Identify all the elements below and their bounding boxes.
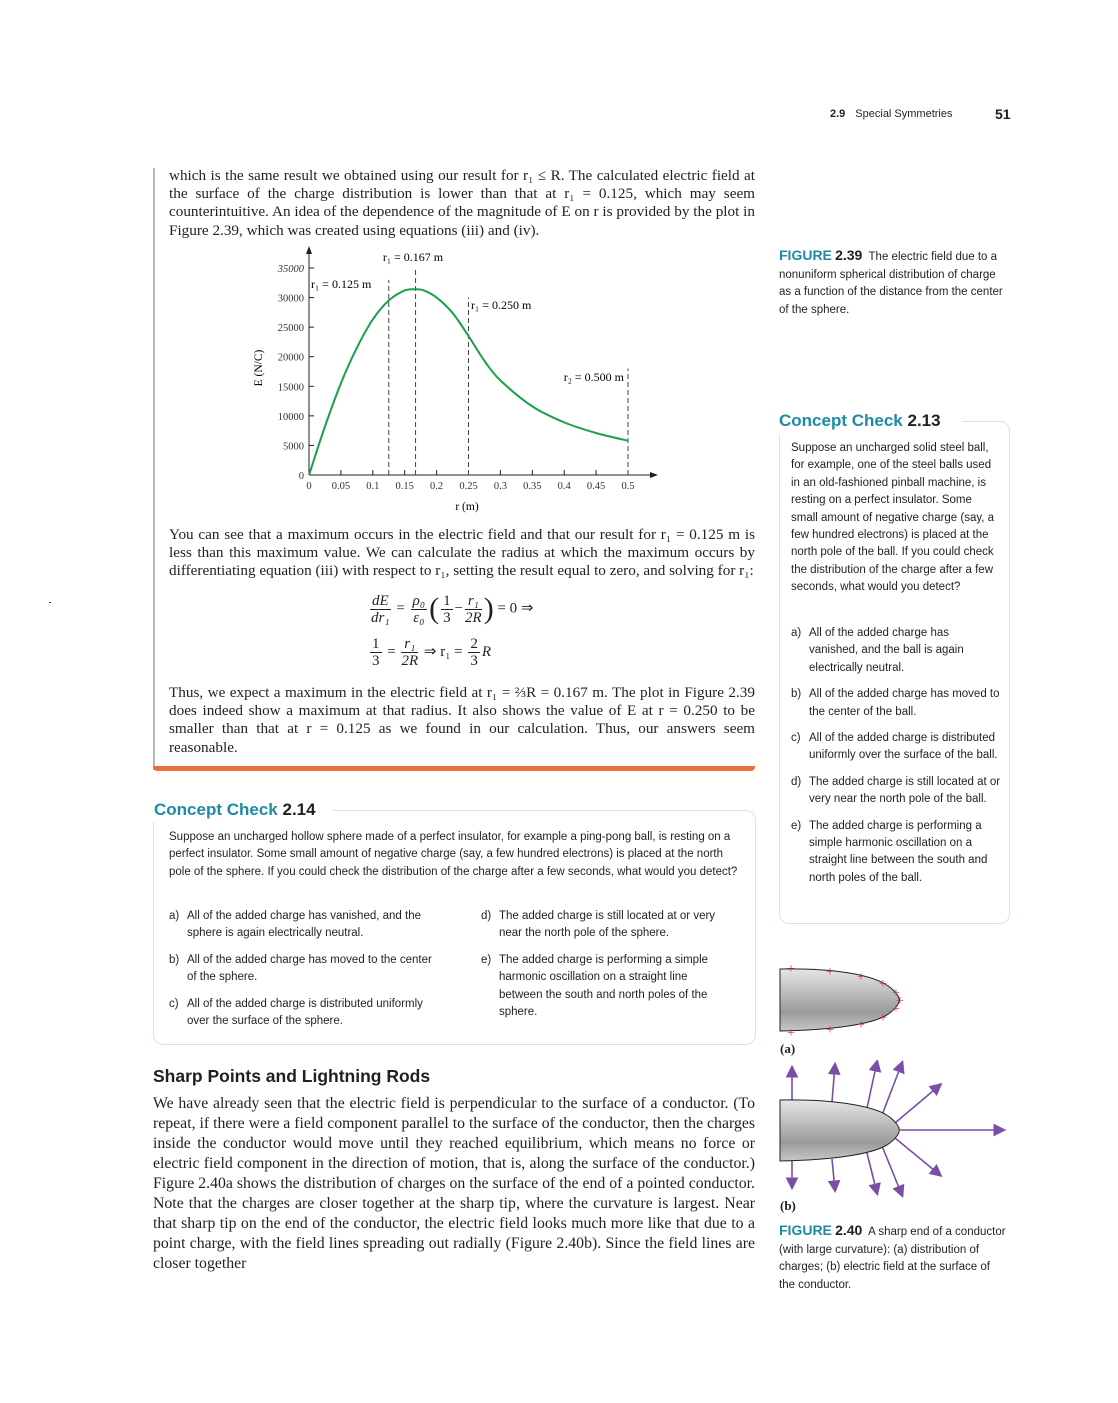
plus-charge-icon: + bbox=[787, 1026, 795, 1041]
option-b[interactable]: b) All of the added charge has moved to the center of the ball. bbox=[791, 688, 1000, 718]
field-line-arrow-icon bbox=[832, 1159, 835, 1190]
panel-b-label: (b) bbox=[780, 1198, 796, 1213]
reference-label: r₁ = 0.125 m bbox=[311, 277, 372, 291]
equation-solution: $\frac{1}{3}$ = $\frac{\text{r₁}}{2R}$ ⇒ r₁ = $\frac{2}{3}$ R bbox=[372, 636, 492, 669]
example-paragraph-1: which is the same result we obtained using our result for r₁ ≤ R. The calculated electric field at the surface of the charge distribution is lower than that at r₁ = 0.125, which may seem counterintuitive. An idea of the dependence of the magnitude of E on r is provided by the plot in Figure 2.39, which was created using equations (iii) and (iv). bbox=[169, 167, 755, 239]
fraction-one-third: $\frac{1}{3}$ bbox=[443, 592, 451, 626]
concept-check-2-13-options bbox=[791, 625, 1001, 896]
section-body: We have already seen that the electric field is perpendicular to the surface of a conductor. (To repeat, if there were a field component parallel to the surface of the conductor, then the charges inside the conductor would move until they reached equilibrium, which means no force or electric field component in the direction of motion, that is, along the surface of the conductor.) Figure 2.40a shows the distribution of charges on the surface of the end of a pointed conductor. Note that the charges are closer together at the sharp tip, where the curvature is largest. Near that sharp tip on the end of the conductor, the electric field looks much more like that due to a point charge, with the field lines spreading out radially (Figure 2.40b). Since the field lines are closer together bbox=[153, 1095, 755, 1272]
chart-annotations bbox=[311, 250, 628, 475]
concept-check-2-14-title: Concept Check 2.14 bbox=[154, 800, 316, 819]
fraction-dE-dr1: $\frac{dE}{\text{dr₁}}$ bbox=[371, 592, 390, 626]
plus-charge-icon: + bbox=[892, 986, 900, 1001]
plus-charge-icon: + bbox=[857, 1018, 865, 1033]
fraction-rho-eps: $\frac{\text{ρ₀}}{\text{ε₀}}$ bbox=[412, 592, 426, 626]
x-tick-label: 0.4 bbox=[557, 481, 571, 492]
y-tick-label: 5000 bbox=[283, 441, 304, 453]
y-tick-label: 15000 bbox=[277, 382, 304, 394]
stray-mark bbox=[49, 602, 51, 603]
option-e[interactable]: e) The added charge is performing a simple harmonic oscillation on a straight line between the south and north poles of the ball. bbox=[791, 819, 988, 884]
plus-charge-icon: + bbox=[826, 1023, 834, 1038]
concept-check-2-14-options-left bbox=[169, 908, 439, 1039]
y-tick-label: 20000 bbox=[277, 352, 304, 364]
x-axis-label: r (m) bbox=[455, 501, 479, 513]
x-axis-arrow bbox=[650, 472, 658, 478]
field-line-arrow-icon bbox=[867, 1062, 877, 1108]
concept-check-2-14-options-right bbox=[481, 908, 731, 1030]
equation-derivative: $\frac{dE}{\text{dr₁}}$ = $\frac{\text{ρ₀}}{\text{ε₀}}$ ( $\frac{1}{3}$ − $\frac{\text{r₁}}{2R}$ ) = 0 ⇒ bbox=[371, 592, 534, 626]
y-axis-label: E (N/C) bbox=[253, 349, 265, 387]
figure-2-40a-charge-distribution bbox=[775, 950, 1015, 1045]
plus-charge-icon: + bbox=[857, 970, 865, 985]
plus-charge-icon: + bbox=[879, 977, 887, 992]
x-tick-label: 0.1 bbox=[366, 481, 380, 492]
field-line-arrow-icon bbox=[882, 1146, 902, 1195]
figure-2-39-caption: FIGURE 2.39 The electric field due to a nonuniform spherical distribution of charge as a function of the distance from the center of the sphere. bbox=[779, 247, 1003, 316]
x-tick-label: 0 bbox=[306, 481, 312, 492]
y-axis-arrow bbox=[306, 246, 312, 254]
x-tick-label: 0.2 bbox=[430, 481, 444, 492]
panel-a-label: (a) bbox=[780, 1041, 796, 1056]
concept-check-2-13-question: Suppose an uncharged solid steel ball, for example, one of the steel balls used in an old-fashioned pinball machine, is resting on a perfect insulator. Some small amount of negative charge (say, a few hundred electrons) is placed at the north pole of the ball. If you could check the distribution of the charge after a few seconds, what would you detect? bbox=[791, 442, 995, 594]
concept-check-2-13-title: Concept Check 2.13 bbox=[779, 411, 941, 430]
field-line-arrow-icon bbox=[895, 1085, 940, 1123]
y-tick-label: 25000 bbox=[277, 323, 304, 335]
x-tick-label: 0.45 bbox=[586, 481, 606, 492]
reference-label: r₁ = 0.167 m bbox=[382, 250, 444, 264]
option-b[interactable]: b) All of the added charge has moved to the center of the sphere. bbox=[169, 953, 432, 984]
y-tick-label: 10000 bbox=[277, 411, 304, 423]
x-tick-label: 0.35 bbox=[523, 481, 542, 492]
example-paragraph-2: You can see that a maximum occurs in the electric field and that our result for r₁ = 0.125 m is less than this maximum value. We can calculate the radius at which the maximum occurs by differentiating equation (iii) with respect to r₁, setting the result equal to zero, and solving for r₁: bbox=[169, 526, 755, 580]
option-c[interactable]: c) All of the added charge is distributed uniformly over the surface of the ball. bbox=[791, 732, 998, 762]
plus-charge-icon: + bbox=[896, 994, 904, 1009]
option-d[interactable]: d) The added charge is still located at or very near the north pole of the sphere. bbox=[481, 910, 716, 940]
x-tick-label: 0.25 bbox=[459, 481, 478, 492]
option-c[interactable]: c) All of the added charge is distributed uniformly over the surface of the sphere. bbox=[169, 997, 423, 1028]
plus-charge-icon: + bbox=[826, 965, 834, 980]
field-line-arrow-icon bbox=[832, 1065, 835, 1102]
concept-check-2-14-question: Suppose an uncharged hollow sphere made of a perfect insulator, for example a ping-pong ball, is resting on a perfect insulator. Some small amount of negative charge (say, a few hundred electrons) is placed at the north pole of the sphere. If you could check the distribution of the charge after a few seconds, what would you detect? bbox=[169, 831, 738, 878]
x-tick-label: 0.15 bbox=[395, 481, 414, 492]
plus-charge-icon: + bbox=[892, 1002, 900, 1017]
option-a[interactable]: a) All of the added charge has vanished, and the sphere is again electrically neutral. bbox=[169, 910, 422, 940]
reference-label: r₂ = 0.500 m bbox=[563, 370, 624, 384]
section-heading: Sharp Points and Lightning Rods bbox=[153, 1066, 431, 1086]
option-d[interactable]: d) The added charge is still located at or very near the north pole of the ball. bbox=[791, 775, 1001, 806]
x-tick-label: 0.3 bbox=[493, 481, 507, 492]
field-line-arrow-icon bbox=[895, 1138, 940, 1175]
example-box-bottom-rule bbox=[153, 766, 755, 771]
example-paragraph-3: Thus, we expect a maximum in the electric field at r₁ = ⅔R = 0.167 m. The plot in Figure 2.39 does indeed show a maximum at that radius. It also shows the value of E at r = 0.250 to be smaller than that at r = 0.125 as we found in our calculation. Thus, our answers seem reasonable. bbox=[169, 684, 755, 756]
figure-2-40-caption: FIGURE 2.40 A sharp end of a conductor (with large curvature): (a) distribution of charges; (b) electric field at the surface of the conductor. bbox=[779, 1222, 1006, 1291]
section-title: Special Symmetries bbox=[855, 108, 953, 120]
field-line-arrow-icon bbox=[882, 1063, 902, 1115]
fraction-r1-2R: $\frac{\text{r₁}}{2R}$ bbox=[465, 592, 482, 626]
equation-rhs: = 0 ⇒ bbox=[497, 600, 534, 617]
x-tick-label: 0.05 bbox=[331, 481, 351, 492]
electric-field-chart bbox=[240, 244, 670, 519]
running-head bbox=[830, 108, 953, 120]
figure-2-40b-field-lines bbox=[775, 1060, 1015, 1200]
section-number: 2.9 bbox=[830, 108, 846, 120]
field-line-arrow-icon bbox=[867, 1153, 877, 1193]
option-a[interactable]: a) All of the added charge has vanished, and the ball is again electrically neutral. bbox=[791, 627, 964, 674]
y-tick-label: 35000 bbox=[277, 264, 304, 275]
conductor-shape bbox=[780, 1100, 899, 1161]
option-e[interactable]: e) The added charge is performing a simple harmonic oscillation on a straight line between the south and north poles of the sphere. bbox=[481, 953, 709, 1019]
x-tick-label: 0.5 bbox=[621, 481, 635, 492]
page-number: 51 bbox=[995, 106, 1011, 122]
plus-charge-icon: + bbox=[879, 1011, 887, 1026]
y-tick-label: 0 bbox=[298, 471, 304, 482]
reference-label: r₁ = 0.250 m bbox=[471, 298, 532, 312]
y-tick-label: 30000 bbox=[277, 293, 304, 305]
plus-charge-icon: + bbox=[787, 962, 795, 977]
